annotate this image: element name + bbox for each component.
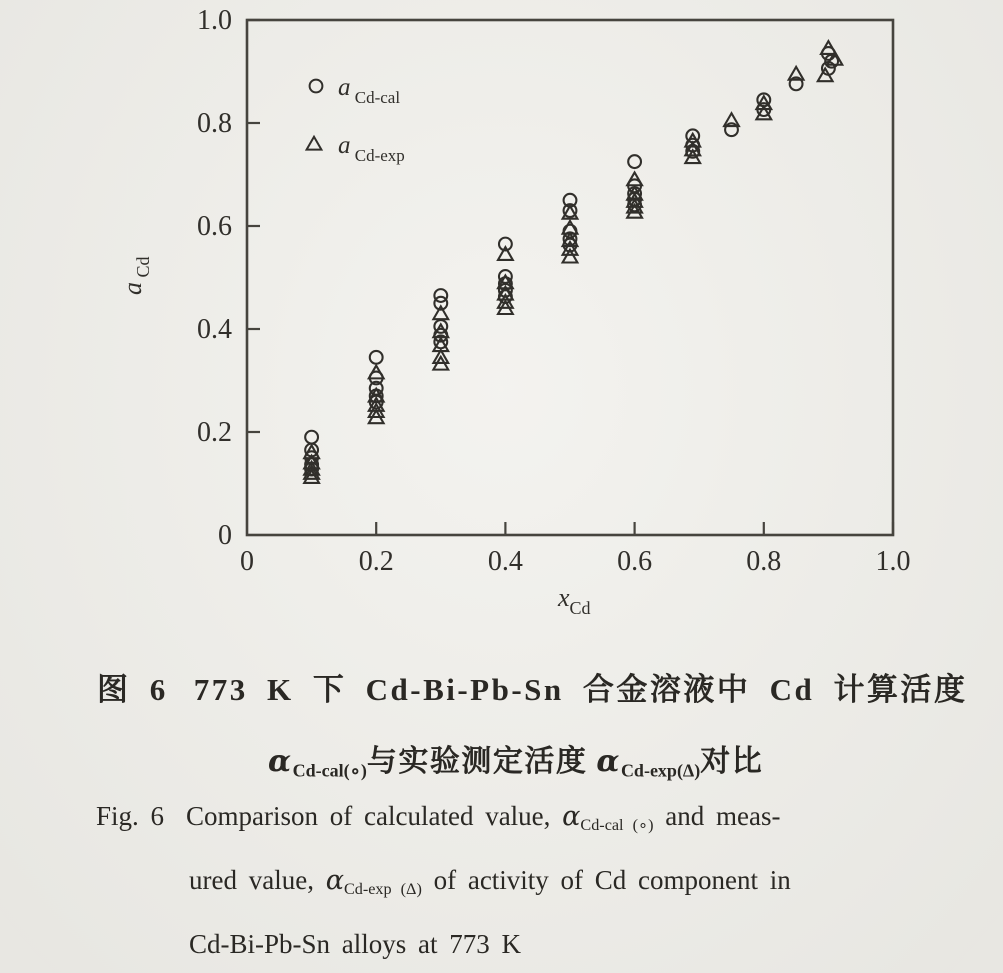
y-tick-label: 0.8 bbox=[197, 108, 232, 139]
circle-marker bbox=[310, 80, 323, 93]
caption-line-chinese-2 bbox=[268, 736, 763, 781]
caption-segment-alpha: α bbox=[562, 801, 581, 832]
circle-marker bbox=[305, 431, 318, 444]
caption-line-english-1 bbox=[96, 801, 780, 835]
caption-segment-en: of activity of Cd component in bbox=[421, 865, 791, 895]
y-axis bbox=[197, 5, 260, 551]
legend-label: a $_{Cd-cal}$ bbox=[338, 74, 401, 107]
x-tick-label: 0.8 bbox=[746, 546, 782, 577]
y-tick-label: 0 bbox=[218, 520, 232, 551]
y-tick-label: 0.2 bbox=[197, 417, 232, 448]
caption-segment-alpha: α bbox=[325, 865, 344, 896]
caption-segment-sub: Cd-exp (Δ) bbox=[343, 879, 422, 898]
x-tick-label: 0.4 bbox=[487, 546, 523, 577]
caption-segment-alpha: α bbox=[268, 744, 293, 779]
y-tick-label: 0.6 bbox=[197, 211, 232, 242]
caption-line-english-2 bbox=[189, 865, 791, 899]
legend bbox=[307, 74, 405, 165]
caption-segment-en: ured value, bbox=[189, 865, 326, 895]
y-tick-label: 0.4 bbox=[197, 314, 232, 345]
x-tick-label: 0.2 bbox=[358, 546, 394, 577]
series-calculated bbox=[305, 47, 838, 475]
x-tick-label: 0 bbox=[240, 546, 254, 577]
caption-segment-en: Comparison of calculated value, bbox=[186, 801, 563, 831]
x-axis-title: $x_{Cd}$ bbox=[558, 583, 591, 618]
caption-segment-sub: Cd-exp(Δ) bbox=[620, 760, 701, 781]
x-axis bbox=[240, 522, 911, 577]
triangle-marker bbox=[307, 137, 322, 150]
caption-segment-en: Cd-Bi-Pb-Sn alloys at 773 K bbox=[189, 929, 522, 959]
y-axis-title: a $_{Cd}$ bbox=[118, 256, 153, 295]
caption-segment-figlabel: Fig. 6 bbox=[96, 801, 165, 831]
y-tick-label: 1.0 bbox=[197, 5, 232, 36]
series-measured bbox=[304, 41, 842, 483]
circle-marker bbox=[370, 351, 383, 364]
caption-segment-cn: 773 K 下 Cd-Bi-Pb-Sn 合金溶液中 Cd 计算活度 bbox=[193, 672, 968, 707]
x-tick-label: 1.0 bbox=[875, 546, 911, 577]
caption-segment-alpha: α bbox=[596, 744, 621, 779]
caption-segment-en: and meas- bbox=[653, 801, 781, 831]
caption-segment-sub: Cd-cal(∘) bbox=[292, 760, 367, 781]
caption-segment-cnlabel: 图 6 bbox=[97, 672, 168, 707]
caption-segment-sub: Cd-cal (∘) bbox=[580, 815, 654, 834]
caption-line-chinese-1 bbox=[97, 664, 968, 709]
caption-line-english-3 bbox=[189, 929, 521, 960]
x-tick-label: 0.6 bbox=[617, 546, 653, 577]
legend-label: a $_{Cd-exp}$ bbox=[338, 132, 405, 165]
circle-marker bbox=[628, 155, 641, 168]
caption-segment-cn: 对比 bbox=[700, 745, 764, 778]
caption-segment-cn: 与实验测定活度 bbox=[366, 745, 597, 778]
